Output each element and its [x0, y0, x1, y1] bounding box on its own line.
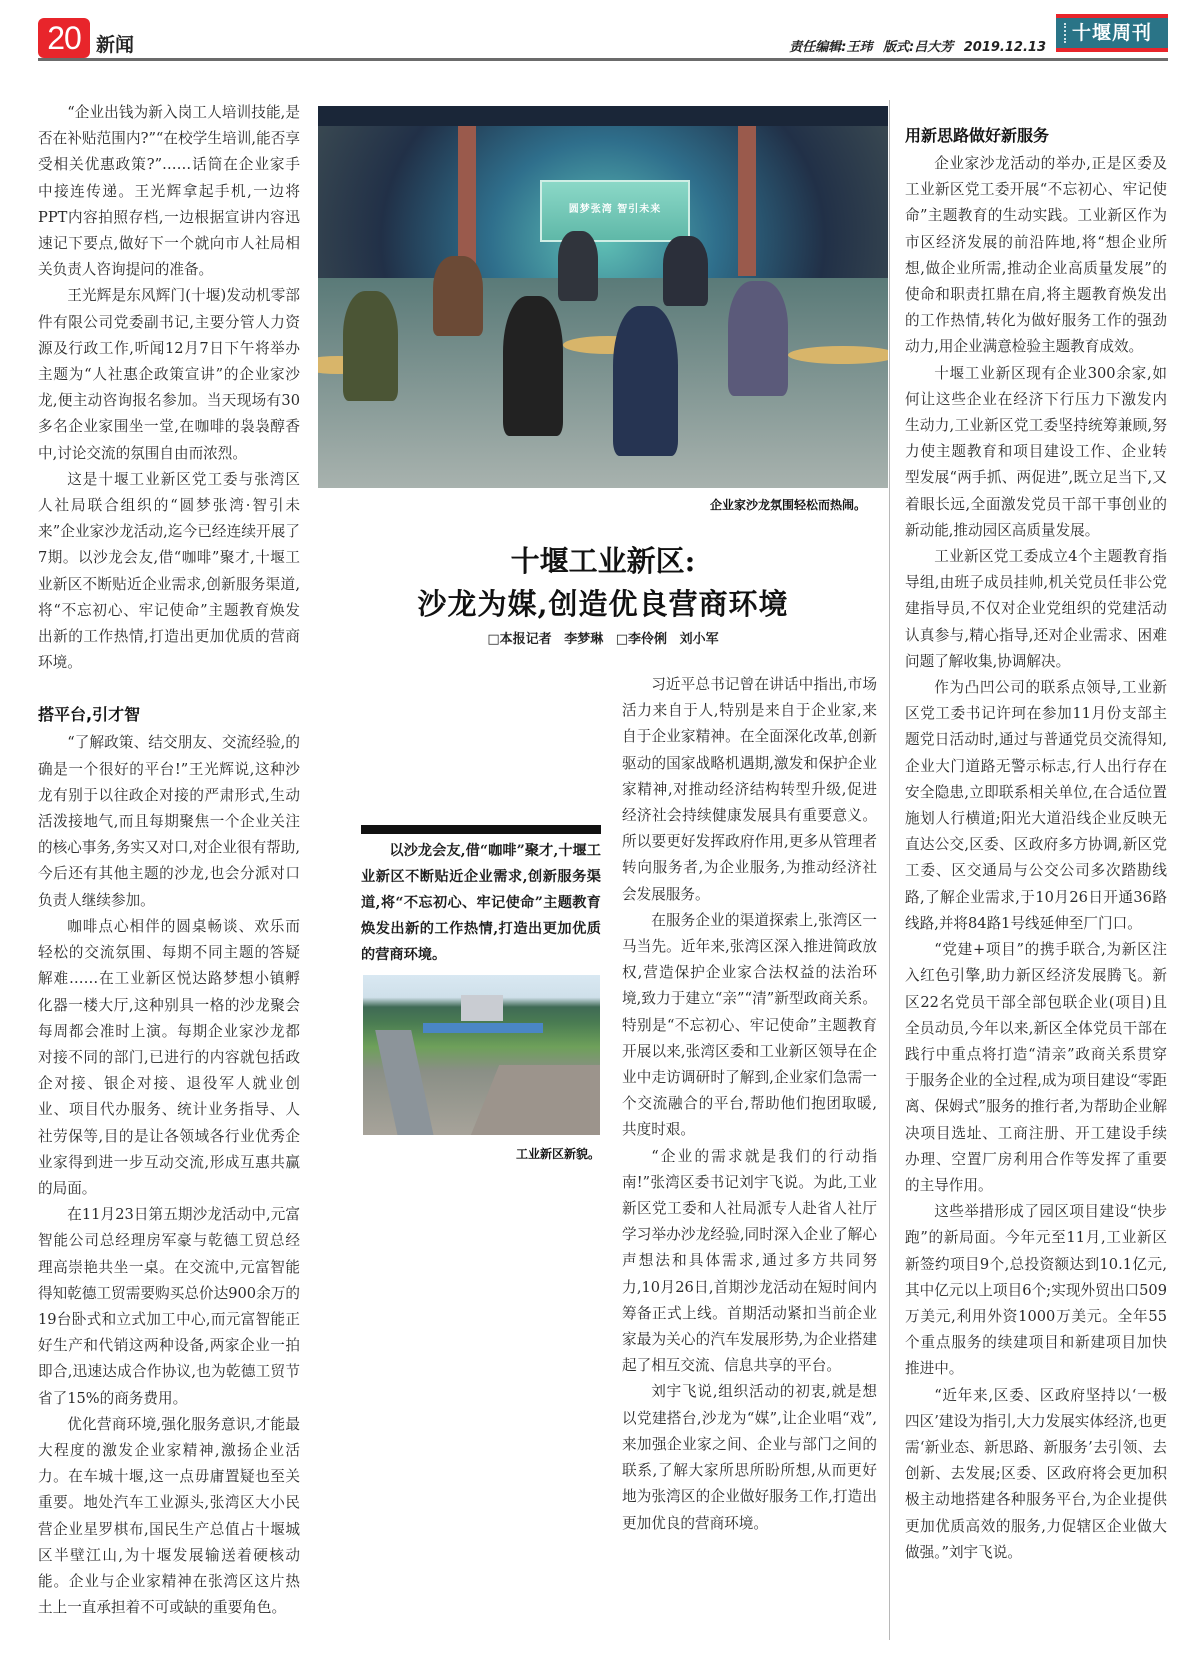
- article-headline: [318, 540, 888, 626]
- masthead-logo: [1056, 14, 1168, 52]
- page-header: [38, 14, 1168, 60]
- paragraph: 十堰工业新区现有企业300余家,如何让这些企业在经济下行压力下激发内生动力,工业新区党工委坚持统筹兼顾,努力使主题教育和项目建设工作、企业转型发展“两手抓、两促进”,既立足当下,又着眼长远,全面激发党员干部干事创业的新动能,推动园区高质量发展。: [905, 364, 1167, 539]
- screen-text: 圆梦张湾 智引未来: [568, 204, 662, 215]
- paragraph: “企业的需求就是我们的行动指南!”张湾区委书记刘宇飞说。为此,工业新区党工委和人社局派专人赴省人社厅学习举办沙龙经验,同时深入企业了解心声想法和具体需求,通过多方共同努力,10月26日,首期沙龙活动在短时间内筹备正式上线。首期活动紧扣当前企业家最为关心的汽车发展形势,为企业搭建起了相互交流、信息共享的平台。: [622, 1147, 877, 1375]
- paragraph: 作为凸凹公司的联系点领导,工业新区党工委书记许珂在参加11月份支部主题党日活动时,通过与普通党员交流得知,企业大门道路无警示标志,行人出行存在安全隐患,立即联系相关单位,在合适位置施划人行横道;阳光大道沿线企业反映无直达公交,区委、区政府多方协调,新区党工委、区交通局与公交公司多次踏勘线路,了解企业需求,于10月26日开通36路线路,并将84路1号线延伸至厂门口。: [905, 679, 1167, 932]
- main-photo-salon: [318, 106, 888, 488]
- editor-credits: [783, 36, 1046, 55]
- pull-quote-bar: [361, 825, 601, 834]
- paragraph: 刘宇飞说,组织活动的初衷,就是想以党建搭台,沙龙为“媒”,让企业唱“戏”,来加强企业家之间、企业与部门之间的联系,了解大家所思所盼所想,从而更好地为张湾区的企业做好服务工作,打造出更加优良的营商环境。: [622, 1383, 877, 1532]
- attendee: [343, 291, 398, 401]
- brick-pillar: [458, 126, 476, 276]
- issue-date: 2019.12.13: [963, 40, 1046, 55]
- round-table: [788, 346, 888, 364]
- right-column: [905, 123, 1167, 1566]
- paragraph: 在11月23日第五期沙龙活动中,元富智能公司总经理房军豪与乾德工贸总经理高崇艳共坐一桌。在交流中,元富智能得知乾德工贸需要购买总价达900余万的19台卧式和立式加工中心,而元富智能正好生产和代销这两种设备,两家企业一拍即合,迅速达成合作协议,也为乾德工贸节省了15%的商务费用。: [38, 1206, 300, 1407]
- paragraph: “了解政策、结交朋友、交流经验,的确是一个很好的平台!”王光辉说,这种沙龙有别于以往政企对接的严肃形式,生动活泼接地气,而且每期聚焦一个企业关注的核心事务,务实又对口,对企业很有帮助,今后还有其他主题的沙龙,也会分派对口负责人继续参加。: [38, 734, 301, 909]
- brick-pillar: [738, 126, 756, 276]
- attendee: [558, 231, 598, 301]
- road: [375, 1030, 439, 1135]
- paragraph: “企业出钱为新入岗工人培训技能,是否在补贴范围内?”“在校学生培训,能否享受相关优惠政策?”……话筒在企业家手中接连传递。王光辉拿起手机,一边将PPT内容拍照存档,一边根据宣讲内容迅速记下要点,做好下一个就向市人社局相关负责人咨询提问的准备。: [38, 104, 300, 279]
- byline-author: 刘小军: [679, 632, 719, 647]
- photo-floor: [318, 278, 888, 488]
- attendee: [433, 256, 483, 336]
- stage-screen: [540, 180, 690, 242]
- layout-designer: 版式:吕大芳: [883, 40, 954, 55]
- paragraph: 企业家沙龙活动的举办,正是区委及工业新区党工委开展“不忘初心、牢记使命”主题教育的生动实践。工业新区作为市区经济发展的前沿阵地,将“想企业所想,做企业所需,推动企业高质量发展”的使命和职责扛鼎在肩,将主题教育焕发出的工作热情,转化为做好服务工作的强劲动力,用企业满意检验主题教育成效。: [905, 155, 1167, 356]
- attendee: [503, 296, 563, 436]
- middle-column: [622, 672, 877, 1537]
- paragraph: 这是十堰工业新区党工委与张湾区人社局联合组织的“圆梦张湾·智引未来”企业家沙龙活动,迄今已经连续开展了7期。以沙龙会友,借“咖啡”聚才,十堰工业新区不断贴近企业需求,创新服务渠道,将“不忘初心、牢记使命”主题教育焕发出新的工作热情,打造出更加优质的营商环境。: [38, 470, 300, 672]
- logo-dots-icon: [1064, 23, 1066, 43]
- headline-line-2: 沙龙为媒,创造优良营商环境: [417, 587, 789, 621]
- ceiling-beam: [318, 106, 888, 126]
- byline: [318, 628, 888, 647]
- column-divider: [889, 100, 890, 1640]
- paragraph: “近年来,区委、区政府坚持以‘一极四区’建设为指引,大力发展实体经济,也更需‘新业态、新思路、新服务’去引领、去创新、去发展;区委、区政府将会更加积极主动地搭建各种服务平台,为企业提供更加优质高效的服务,力促辖区企业做大做强。”刘宇飞说。: [905, 1386, 1168, 1561]
- byline-reporter-label: □本报记者: [487, 632, 552, 647]
- paragraph: 优化营商环境,强化服务意识,才能最大程度的激发企业家精神,激扬企业活力。在车城十堰,这一点毋庸置疑也至关重要。地处汽车工业源头,张湾区大小民营企业星罗棋布,国民生产总值占十堰城区半壁江山,为十堰发展输送着硬核动能。企业与企业家精神在张湾区这片热土上一直承担着不可或缺的重要角色。: [38, 1415, 300, 1617]
- byline-author: 李梦琳: [564, 632, 604, 647]
- editor-name: 责任编辑:王玮: [789, 40, 873, 55]
- paragraph: 习近平总书记曾在讲话中指出,市场活力来自于人,特别是来自于企业家,来自于企业家精神。在全面深化改革,创新驱动的国家战略机遇期,激发和保护企业家精神,对推动经济结构转型升级,促进经济社会持续健康发展具有重要意义。所以要更好发挥政府作用,更多从管理者转向服务者,为企业服务,为推动经济社会发展服务。: [622, 676, 877, 903]
- paragraph: 王光辉是东风辉门(十堰)发动机零部件有限公司党委副书记,主要分管人力资源及行政工作,听闻12月7日下午将举办主题为“人社惠企政策宣讲”的企业家沙龙,便主动咨询报名参加。当天现场有30多名企业家围坐一堂,在咖啡的袅袅醇香中,讨论交流的氛围自由而浓烈。: [38, 287, 300, 462]
- pull-quote: 以沙龙会友,借“咖啡”聚才,十堰工业新区不断贴近企业需求,创新服务渠道,将“不忘初心、牢记使命”主题教育焕发出新的工作热情,打造出更加优质的营商环境。: [361, 843, 601, 963]
- attendee: [663, 236, 708, 306]
- headline-line-1: 十堰工业新区:: [510, 544, 696, 578]
- apartment-towers: [461, 995, 503, 1021]
- factory-roof: [467, 1065, 600, 1135]
- left-column: [38, 100, 300, 1621]
- paragraph: “党建+项目”的携手联合,为新区注入红色引擎,助力新区经济发展腾飞。新区22名党员干部全部包联企业(项目)且全员动员,今年以来,新区全体党员干部在践行中重点将打造“清亲”政商关系贯穿于服务企业的全过程,成为项目建设“零距离、保姆式”服务的推行者,为帮助企业解决项目选址、工商注册、开工建设手续办理、空置厂房利用合作等发挥了重要的主导作用。: [905, 941, 1167, 1194]
- paragraph: 工业新区党工委成立4个主题教育指导组,由班子成员挂帅,机关党员任非公党建指导员,不仅对企业党组织的党建活动认真参与,精心指导,还对企业需求、困难问题了解收集,协调解决。: [905, 548, 1167, 670]
- main-photo-caption: 企业家沙龙氛围轻松而热闹。: [709, 498, 866, 512]
- page-number-badge: 20: [38, 18, 90, 58]
- byline-author: □李伶俐: [615, 632, 668, 647]
- second-photo-caption: 工业新区新貌。: [515, 1147, 600, 1161]
- factory-roofs: [423, 1023, 543, 1033]
- paragraph: 在服务企业的渠道探索上,张湾区一马当先。近年来,张湾区深入推进简政放权,营造保护企业家合法权益的法治环境,致力于建立“亲”“清”新型政商关系。特别是“不忘初心、牢记使命”主题教育开展以来,张湾区委和工业新区领导在企业中走访调研时了解到,企业家们急需一个交流融合的平台,帮助他们抱团取暖,共度时艰。: [622, 911, 877, 1139]
- paragraph: 咖啡点心相伴的圆桌畅谈、欢乐而轻松的交流氛围、每期不同主题的答疑解难……在工业新区悦达路梦想小镇孵化器一楼大厅,这种别具一格的沙龙聚会每周都会准时上演。每期企业家沙龙都对接不同的部门,已进行的内容就包括政企对接、银企对接、退役军人就业创业、项目代办服务、统计业务指导、人社劳保等,目的是让各领域各行业优秀企业家得到进一步互动交流,形成互惠共赢的局面。: [38, 917, 300, 1197]
- industrial-zone-photo: [363, 975, 600, 1135]
- paragraph: 这些举措形成了园区项目建设“快步跑”的新局面。今年元至11月,工业新区新签约项目9个,总投资额达到10.1亿元,其中亿元以上项目6个;实现外贸出口509万美元,利用外资1000万美元。全年55个重点服务的续建项目和新建项目加快推进中。: [905, 1203, 1167, 1378]
- attendee: [613, 306, 678, 456]
- logo-text: 十堰周刊: [1071, 22, 1152, 44]
- subheading: 用新思路做好新服务: [905, 126, 1050, 145]
- header-divider: [38, 58, 1168, 61]
- attendee: [728, 281, 788, 396]
- section-label: 新闻: [96, 34, 135, 56]
- subheading: 搭平台,引才智: [38, 705, 141, 725]
